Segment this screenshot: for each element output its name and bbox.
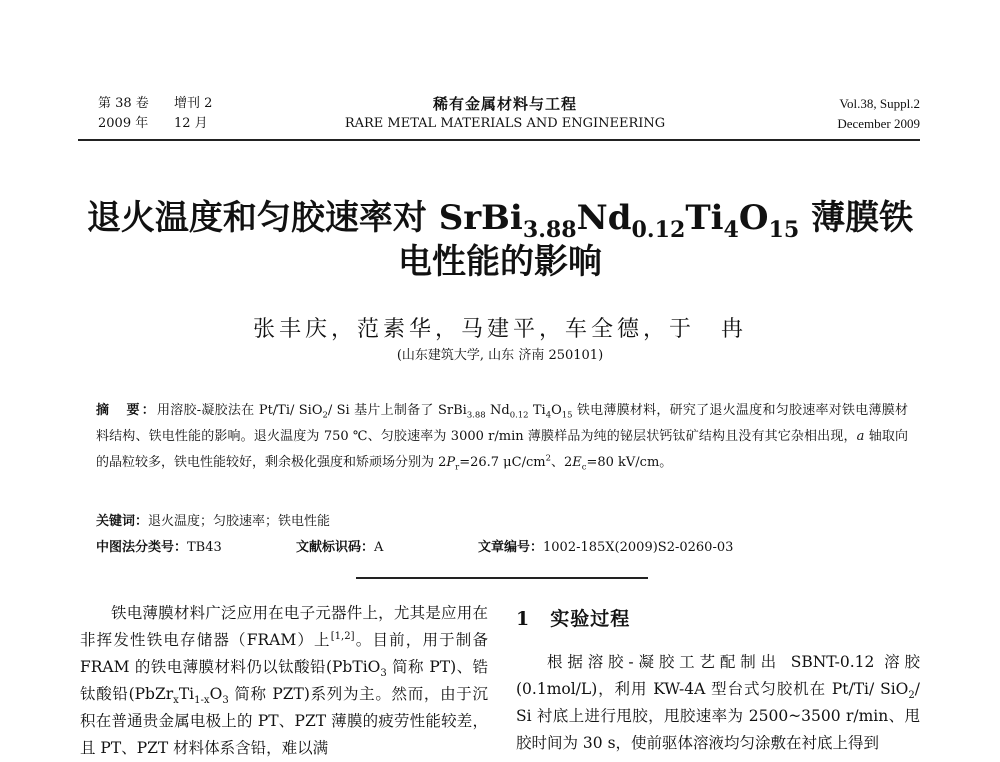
journal-date-block bbox=[837, 94, 920, 134]
article-code bbox=[478, 538, 733, 558]
clc-label: 中图法分类号： bbox=[96, 540, 188, 555]
abstract-italic: a bbox=[856, 429, 865, 444]
experiment-text: 根据溶胶-凝胶工艺配制出 SBNT-0.12 溶胶(0.1mol/L)，利用 KW-4A 型台式匀胶机在 Pt/Ti/ SiO bbox=[516, 653, 920, 698]
abstract-italic: E bbox=[572, 455, 582, 470]
abstract-sub: r bbox=[455, 461, 460, 472]
experiment-paragraph bbox=[516, 649, 920, 757]
abstract-sub: 15 bbox=[561, 409, 573, 420]
intro-sub: 3 bbox=[380, 668, 387, 680]
abstract bbox=[96, 398, 908, 476]
doc-value: A bbox=[374, 540, 384, 555]
doc-label: 文献标识码： bbox=[296, 540, 375, 555]
journal-name-block bbox=[340, 94, 670, 134]
abstract-sup: 2 bbox=[545, 452, 551, 463]
citation: [1,2] bbox=[330, 630, 355, 642]
author-list: 张丰庆，范素华，马建平，车全德，于 冉 bbox=[252, 317, 747, 342]
intro-sub: 3 bbox=[222, 695, 229, 707]
abstract-text: 铁电薄膜材料，研究了退火温度和匀胶速率对铁电薄膜材料结构、铁电性能的影响。退火温度为 750 ℃、匀胶速率为 3000 r/min 薄膜样品为纯的铋层状钙钛矿结构且没有其它杂相出现， bbox=[96, 403, 908, 444]
abstract-text: =26.7 μC/cm bbox=[459, 455, 546, 470]
affiliation: (山东建筑大学, 山东 济南 250101) bbox=[396, 348, 604, 363]
abstract-divider bbox=[356, 577, 648, 579]
experiment-text: / Si 衬底上进行甩胶，甩胶速率为 2500~3500 r/min、甩胶时间为 30 s，使前驱体溶液均匀涂敷在衬底上得到 bbox=[516, 680, 920, 752]
paper-title bbox=[60, 196, 940, 284]
abstract-label: 摘 要： bbox=[96, 403, 158, 418]
title-sub-4: 15 bbox=[768, 216, 800, 243]
abstract-sub: c bbox=[581, 461, 587, 472]
title-sub-3: 4 bbox=[723, 216, 739, 243]
title-text-1: 退火温度和匀胶速率对 SrBi bbox=[86, 198, 523, 238]
title-line-2: 电性能的影响 bbox=[398, 242, 602, 282]
month-text: 12 月 bbox=[174, 116, 208, 131]
intro-text: 简称 PZT)系列为主。然而，由于沉积在普通贵金属电极上的 PT、PZT 薄膜的疲劳性能较差，且 PT、PZT 材料体系含铅，难以满 bbox=[80, 685, 488, 757]
intro-text: Ti bbox=[178, 685, 195, 703]
abstract-text: Ti bbox=[528, 403, 546, 418]
journal-name-cn: 稀有金属材料与工程 bbox=[432, 95, 577, 113]
title-text-5: 薄膜铁 bbox=[799, 198, 914, 238]
intro-sub: 1-x bbox=[194, 695, 210, 707]
abstract-text: =80 kV/cm。 bbox=[586, 455, 673, 470]
intro-column bbox=[80, 600, 488, 762]
intro-text: O bbox=[209, 685, 223, 703]
date-en: December 2009 bbox=[837, 116, 920, 131]
clc-value: TB43 bbox=[187, 540, 222, 555]
abstract-text: 用溶胶-凝胶法在 Pt/Ti/ SiO bbox=[157, 403, 323, 418]
abstract-sub: 3.88 bbox=[466, 409, 486, 420]
art-label: 文章编号： bbox=[478, 540, 544, 555]
journal-name-en: RARE METAL MATERIALS AND ENGINEERING bbox=[344, 116, 666, 131]
intro-paragraph bbox=[80, 600, 488, 762]
keywords-text: 退火温度；匀胶速率；铁电性能 bbox=[148, 514, 331, 529]
title-sub-1: 3.88 bbox=[522, 216, 577, 243]
abstract-sub: 4 bbox=[545, 409, 552, 420]
title-text-4: O bbox=[738, 198, 769, 238]
intro-sub: x bbox=[173, 695, 179, 707]
experiment-column bbox=[516, 649, 920, 757]
journal-volume-block bbox=[98, 94, 212, 134]
abstract-text: 、2 bbox=[550, 455, 573, 470]
header-rule bbox=[78, 139, 920, 141]
volume-text: 第 38 卷 bbox=[98, 96, 149, 111]
clc-code bbox=[96, 538, 222, 558]
experiment-sub: 2 bbox=[908, 690, 915, 702]
abstract-italic: P bbox=[446, 455, 456, 470]
abstract-text: 轴取向的晶粒较多，铁电性能较好，剩余极化强度和矫顽场分别为 2 bbox=[96, 429, 908, 470]
abstract-sub: 0.12 bbox=[509, 409, 529, 420]
abstract-text: Nd bbox=[485, 403, 510, 418]
abstract-sub: 2 bbox=[322, 409, 328, 420]
title-line-1 bbox=[60, 196, 940, 243]
intro-text: 。目前，用于制备 FRAM 的铁电薄膜材料仍以钛酸铅(PbTiO bbox=[80, 631, 488, 676]
intro-text: 简称 PT)、锆钛酸铅(PbZr bbox=[80, 658, 488, 703]
art-value: 1002-185X(2009)S2-0260-03 bbox=[543, 540, 734, 555]
title-sub-2: 0.12 bbox=[631, 216, 686, 243]
year-text: 2009 年 bbox=[98, 116, 149, 131]
abstract-text: / Si 基片上制备了 SrBi bbox=[327, 403, 467, 418]
abstract-text: O bbox=[551, 403, 562, 418]
issue-text: 增刊 2 bbox=[174, 96, 213, 111]
title-text-3: Ti bbox=[685, 198, 724, 238]
keywords-label: 关键词： bbox=[96, 514, 149, 529]
title-text-2: Nd bbox=[576, 198, 632, 238]
volume-en: Vol.38, Suppl.2 bbox=[839, 96, 920, 111]
intro-text: 铁电薄膜材料广泛应用在电子元器件上，尤其是应用在非挥发性铁电存储器（FRAM）上 bbox=[80, 604, 488, 649]
keywords bbox=[96, 512, 908, 532]
section-heading: 1 实验过程 bbox=[516, 608, 631, 630]
doc-code bbox=[296, 538, 383, 558]
